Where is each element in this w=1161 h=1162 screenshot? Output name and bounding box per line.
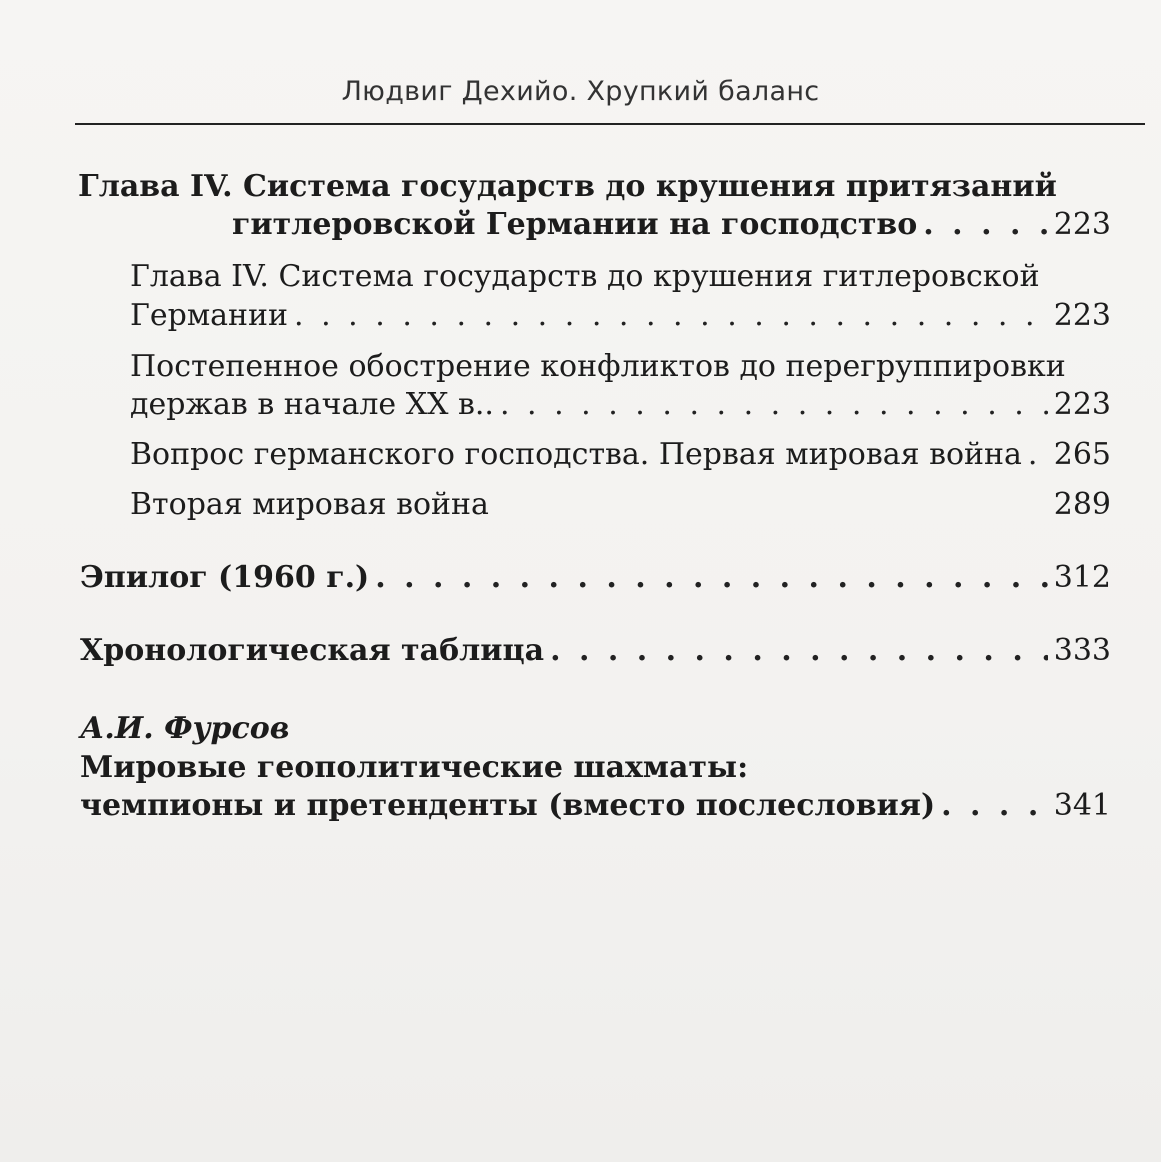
- chapter-4-entry: [232, 207, 1111, 242]
- sub3-title: Вопрос германского господства. Первая мировая война: [130, 437, 1022, 472]
- leader-dots: [550, 636, 1048, 666]
- sub3-page: 265: [1053, 437, 1111, 472]
- sub1-page: 223: [1053, 298, 1111, 333]
- afterword-author: А.И. Фурсов: [80, 711, 290, 746]
- leader-dots: [375, 563, 1048, 593]
- sub1-entry: [130, 298, 1111, 333]
- leader-dots: [500, 390, 1048, 420]
- sub2-entry: [130, 387, 1111, 422]
- sub2-title-line1: Постепенное обострение конфликтов до перегруппировки: [130, 349, 1066, 384]
- leader-dots: [923, 210, 1047, 240]
- running-head: Людвиг Дехийо. Хрупкий баланс: [341, 76, 820, 107]
- sub4-entry: [130, 487, 1111, 522]
- sub4-title: Вторая мировая война: [130, 487, 489, 522]
- leader-dots: [941, 791, 1048, 821]
- afterword-title-line1: Мировые геополитические шахматы:: [80, 750, 749, 785]
- chronology-entry: [80, 633, 1111, 668]
- epilogue-page: 312: [1053, 560, 1111, 595]
- chapter-4-page: 223: [1053, 207, 1111, 242]
- epilogue-entry: [80, 560, 1111, 595]
- sub4-page: 289: [1053, 487, 1111, 522]
- afterword-title-line2: чемпионы и претенденты (вместо послесловия): [80, 788, 936, 823]
- chronology-page: 333: [1053, 633, 1111, 668]
- sub3-entry: [130, 437, 1111, 472]
- leader-dots: [294, 301, 1048, 331]
- sub2-page: 223: [1053, 387, 1111, 422]
- sub2-title-line2: держав в начале XX в..: [130, 387, 494, 422]
- afterword-entry: [80, 788, 1111, 823]
- sub1-title-line1: Глава IV. Система государств до крушения гитлеровской: [130, 259, 1040, 294]
- epilogue-title: Эпилог (1960 г.): [80, 560, 370, 595]
- chronology-title: Хронологическая таблица: [80, 633, 545, 668]
- sub1-title-line2: Германии: [130, 298, 289, 333]
- afterword-page: 341: [1053, 788, 1111, 823]
- chapter-4-title-line2: гитлеровской Германии на господство: [232, 207, 918, 242]
- chapter-4-title-line1: Глава IV. Система государств до крушения притязаний: [78, 169, 1057, 204]
- leader-dots: [1028, 440, 1048, 470]
